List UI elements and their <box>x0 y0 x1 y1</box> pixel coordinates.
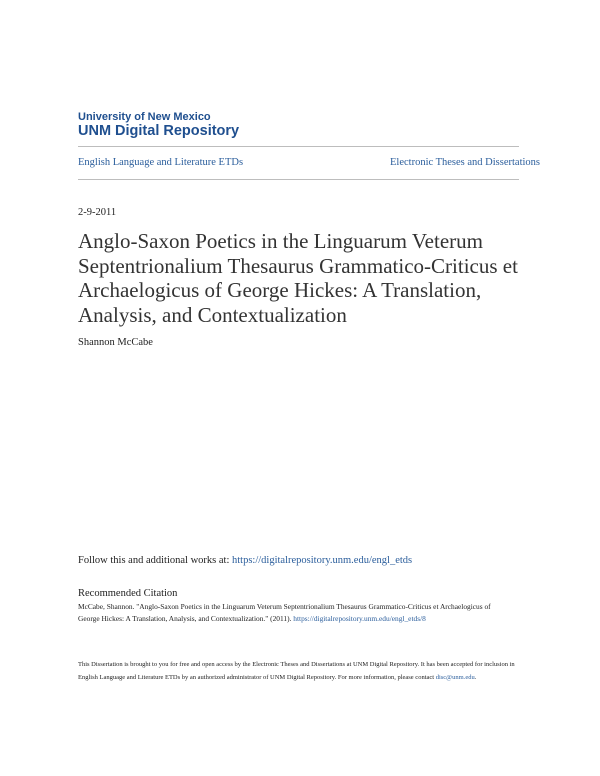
top-divider <box>78 146 519 147</box>
document-title: Anglo-Saxon Poetics in the Linguarum Veterum Septentrionalium Thesaurus Grammatico-Criticus et Archaelogicus of George Hickes: A Translation, Analysis, and Contextualization <box>78 229 518 327</box>
citation-heading: Recommended Citation <box>78 588 178 599</box>
notice-text: This Dissertation is brought to you for free and open access by the Electronic Theses and Dissertations at UNM Digital Repository. It has been accepted for inclusion in English Language and Literature ETDs by an authorized administrator of UNM Digital Repository. For more information, please contact <box>78 661 515 681</box>
follow-link[interactable]: https://digitalrepository.unm.edu/engl_etds <box>232 555 413 566</box>
author-name: Shannon McCabe <box>78 337 153 348</box>
contact-email-link[interactable]: disc@unm.edu <box>435 673 475 681</box>
access-notice <box>78 659 518 684</box>
collection-link-theses[interactable]: Electronic Theses and Dissertations <box>390 157 540 168</box>
institution-name: University of New Mexico <box>78 111 211 123</box>
follow-line <box>78 555 412 566</box>
follow-text: Follow this and additional works at: <box>78 555 232 566</box>
citation-text: McCabe, Shannon. "Anglo-Saxon Poetics in the Linguarum Veterum Septentrionalium Thesaurus Grammatico-Criticus et Archaelogicus of George Hickes: A Translation, Analysis, and Contextualization." (2011). <box>78 602 491 624</box>
publication-date: 2-9-2011 <box>78 207 117 218</box>
citation-text-block <box>78 601 508 626</box>
notice-end: . <box>474 673 477 681</box>
citation-link[interactable]: https://digitalrepository.unm.edu/engl_etds/8 <box>293 614 426 624</box>
repository-name: UNM Digital Repository <box>78 123 240 139</box>
collection-link-etds[interactable]: English Language and Literature ETDs <box>78 157 244 168</box>
bottom-divider <box>78 179 519 180</box>
